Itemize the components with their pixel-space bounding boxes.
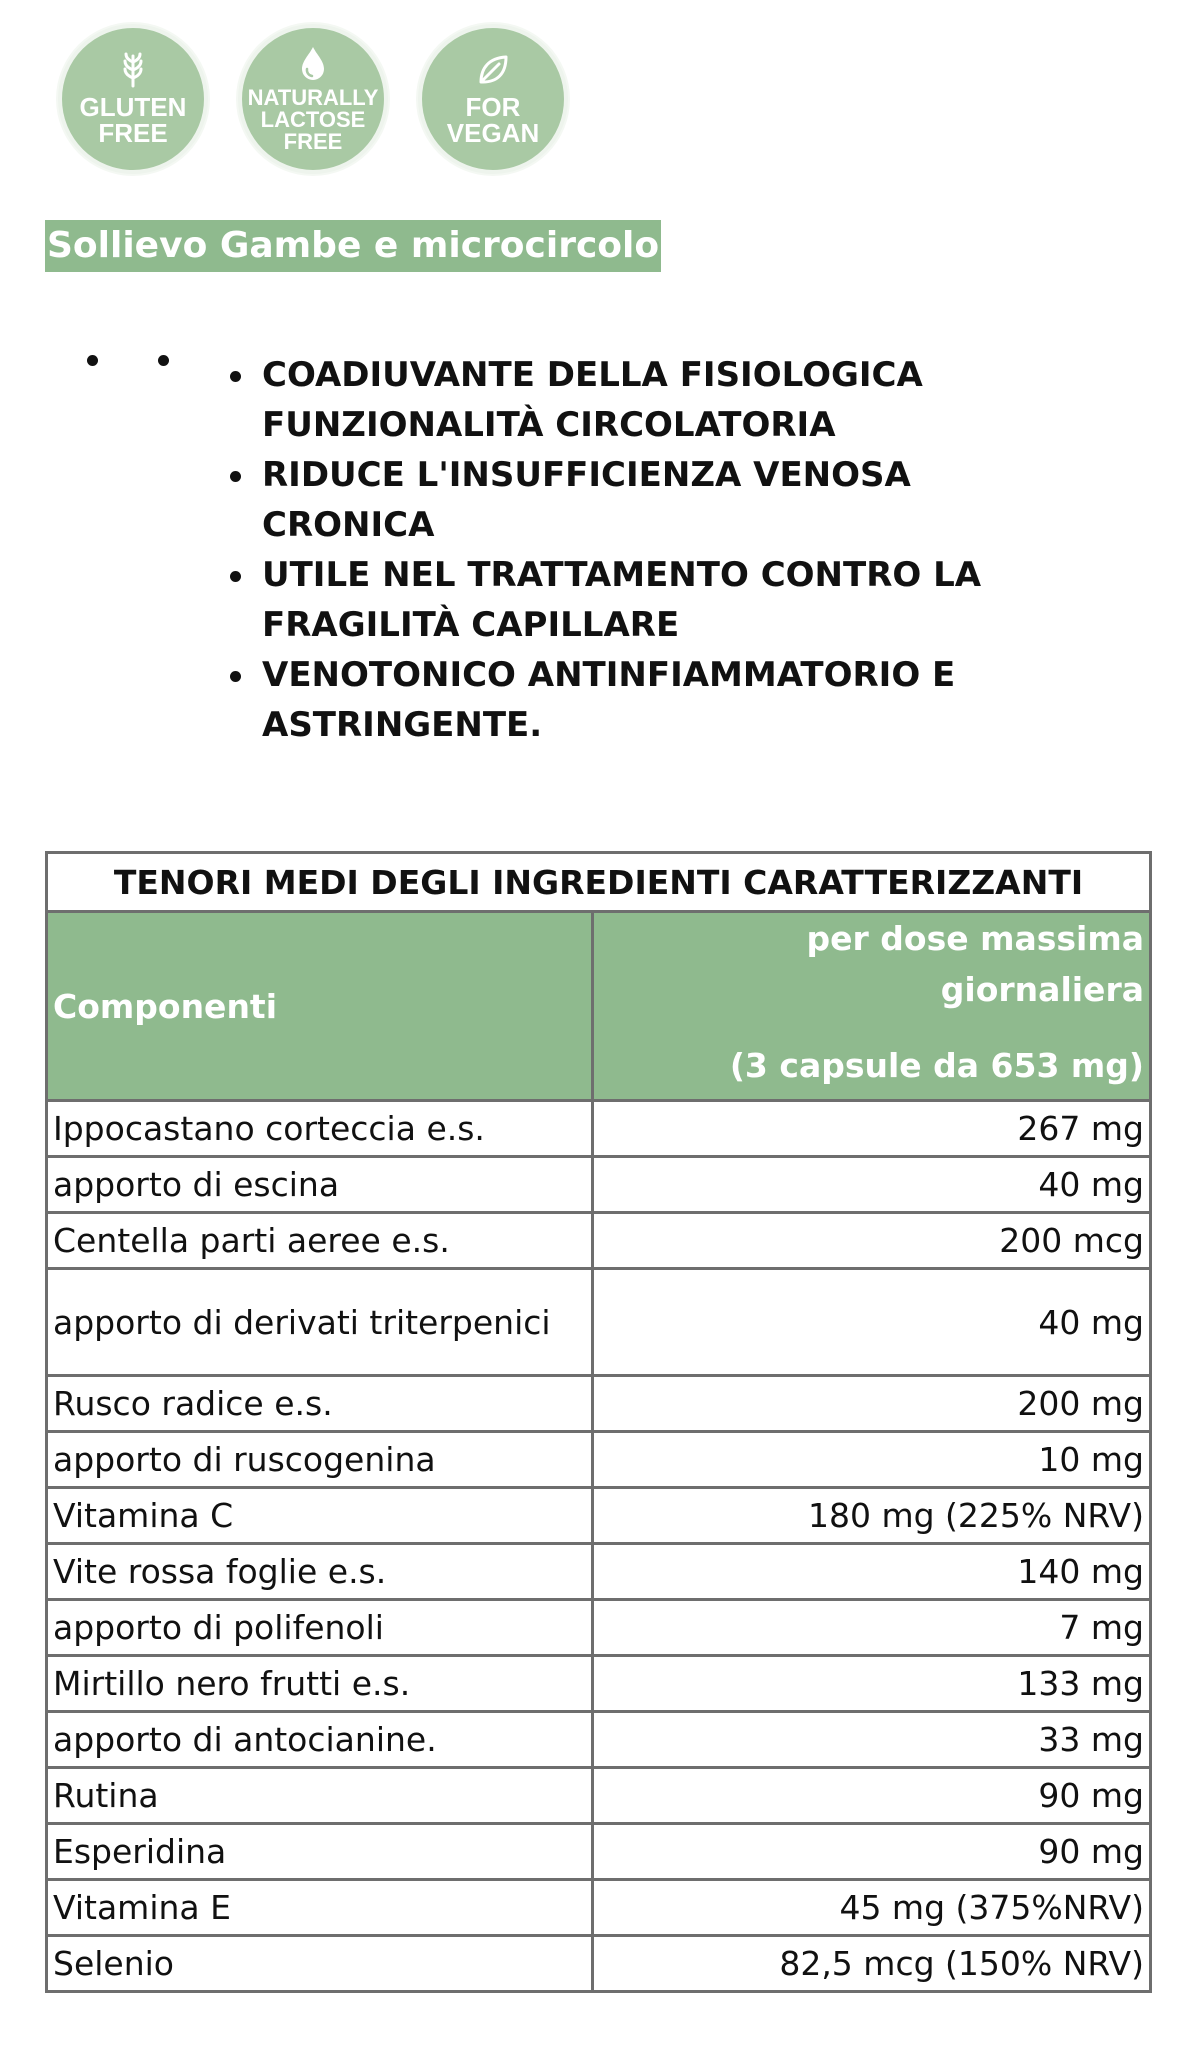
ingredients-table	[45, 851, 1152, 1993]
ingredient-name: Vite rossa foglie e.s.	[47, 1544, 593, 1600]
table-row	[47, 1712, 1151, 1768]
ingredient-value: 200 mg	[593, 1376, 1151, 1432]
ingredient-name: Selenio	[47, 1936, 593, 1992]
benefits-list	[230, 350, 1050, 750]
ingredient-value: 10 mg	[593, 1432, 1151, 1488]
badge-label-gluten-free: GLUTEN FREE	[79, 92, 187, 148]
column-header-dose	[593, 912, 1151, 1101]
table-row	[47, 1544, 1151, 1600]
ingredient-value: 33 mg	[593, 1712, 1151, 1768]
ingredient-value: 40 mg	[593, 1157, 1151, 1213]
ingredient-value: 45 mg (375%NRV)	[593, 1880, 1151, 1936]
ingredient-name: Rusco radice e.s.	[47, 1376, 593, 1432]
gluten-free-badge	[58, 24, 208, 174]
wheat-icon	[120, 52, 146, 88]
leaf-icon	[475, 52, 511, 88]
benefit-item: UTILE NEL TRATTAMENTO CONTRO LA FRAGILITÀ CAPILLARE	[262, 550, 1050, 650]
ingredient-name: apporto di escina	[47, 1157, 593, 1213]
bullet-dot	[158, 355, 169, 366]
benefit-item: COADIUVANTE DELLA FISIOLOGICA FUNZIONALITÀ CIRCOLATORIA	[262, 350, 1050, 450]
table-row	[47, 1768, 1151, 1824]
ingredient-value: 40 mg	[593, 1269, 1151, 1376]
table-row	[47, 1101, 1151, 1157]
table-row	[47, 1656, 1151, 1712]
ingredient-value: 82,5 mcg (150% NRV)	[593, 1936, 1151, 1992]
table-row	[47, 1432, 1151, 1488]
lactose-free-badge	[238, 24, 388, 174]
ingredient-name: apporto di ruscogenina	[47, 1432, 593, 1488]
ingredient-value: 90 mg	[593, 1768, 1151, 1824]
ingredient-value: 140 mg	[593, 1544, 1151, 1600]
milk-drop-icon	[298, 45, 328, 83]
table-row	[47, 1488, 1151, 1544]
product-headline: Sollievo Gambe e microcircolo	[45, 220, 661, 272]
badge-label-vegan: FOR VEGAN	[446, 92, 540, 148]
ingredient-value: 200 mcg	[593, 1213, 1151, 1269]
ingredient-name: Ippocastano corteccia e.s.	[47, 1101, 593, 1157]
ingredient-name: apporto di derivati triterpenici	[47, 1269, 593, 1376]
ingredient-value: 7 mg	[593, 1600, 1151, 1656]
ingredient-name: apporto di polifenoli	[47, 1600, 593, 1656]
ingredient-name: Mirtillo nero frutti e.s.	[47, 1656, 593, 1712]
ingredient-name: Rutina	[47, 1768, 593, 1824]
table-row	[47, 1376, 1151, 1432]
table-row	[47, 1936, 1151, 1992]
ingredient-name: Centella parti aeree e.s.	[47, 1213, 593, 1269]
ingredient-value: 180 mg (225% NRV)	[593, 1488, 1151, 1544]
ingredient-name: Vitamina E	[47, 1880, 593, 1936]
table-header-row	[47, 912, 1151, 1101]
benefit-item: RIDUCE L'INSUFFICIENZA VENOSA CRONICA	[262, 450, 1050, 550]
table-row	[47, 1269, 1151, 1376]
table-row	[47, 1213, 1151, 1269]
ingredient-value: 267 mg	[593, 1101, 1151, 1157]
ingredient-value: 133 mg	[593, 1656, 1151, 1712]
dose-header-line1: per dose massima giornaliera	[806, 919, 1144, 1009]
ingredient-value: 90 mg	[593, 1824, 1151, 1880]
bullet-dot	[87, 355, 98, 366]
badge-label-lactose-free: NATURALLY LACTOSE FREE	[247, 85, 379, 154]
table-row	[47, 1824, 1151, 1880]
certification-badges	[58, 24, 568, 174]
column-header-components: Componenti	[47, 912, 593, 1101]
table-row	[47, 1157, 1151, 1213]
dose-header-line2: (3 capsule da 653 mg)	[729, 1046, 1144, 1085]
ingredient-name: apporto di antocianine.	[47, 1712, 593, 1768]
vegan-badge	[418, 24, 568, 174]
ingredient-name: Esperidina	[47, 1824, 593, 1880]
table-row	[47, 1880, 1151, 1936]
table-row	[47, 1600, 1151, 1656]
ingredient-name: Vitamina C	[47, 1488, 593, 1544]
table-title: TENORI MEDI DEGLI INGREDIENTI CARATTERIZZANTI	[47, 853, 1151, 912]
benefit-item: VENOTONICO ANTINFIAMMATORIO E ASTRINGENTE.	[262, 650, 1050, 750]
